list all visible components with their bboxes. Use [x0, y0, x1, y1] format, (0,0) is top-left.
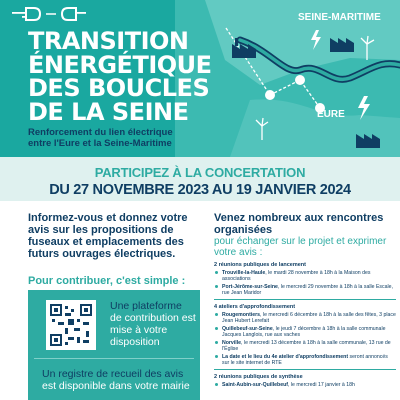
meeting-item	[214, 340, 396, 352]
qr-code[interactable]	[46, 300, 96, 350]
qr-code-icon	[50, 304, 92, 346]
contribution-card	[28, 290, 200, 400]
header-banner	[0, 0, 400, 157]
section-divider	[214, 299, 396, 300]
plug-icon	[12, 4, 86, 24]
title-line: DE LA SEINE	[28, 97, 189, 126]
region-label-eure: EURE	[317, 109, 345, 120]
concertation-call: PARTICIPEZ À LA CONCERTATION	[94, 165, 306, 180]
meeting-item	[214, 312, 396, 324]
meeting-item	[214, 270, 396, 282]
section-heading: 2 réunions publiques de lancement	[214, 262, 306, 268]
concertation-dates: DU 27 NOVEMBRE 2023 AU 19 JANVIER 2024	[49, 182, 351, 198]
bullet-icon	[215, 355, 218, 358]
bullet-icon	[215, 327, 218, 330]
registry-lead: Un registre de recueil des avis	[42, 368, 184, 380]
title-line: DES BOUCLES	[28, 74, 210, 102]
meeting-item	[214, 284, 396, 296]
bullet-icon	[215, 383, 218, 386]
bullet-icon	[215, 285, 218, 288]
platform-text	[110, 300, 196, 348]
section-heading: 4 ateliers d'approfondissement	[214, 304, 296, 310]
meeting-place: Saint-Aubin-sur-Quillebeuf	[222, 382, 288, 388]
platform-rest: de contribution est mise à votre disposition	[110, 312, 196, 348]
meeting-details: , le jeudi 7 décembre à 18h à la salle communale Jacques Langlois, rue aux vaches	[222, 326, 386, 338]
meetings-column	[214, 212, 396, 388]
meetings-subtitle: pour échanger sur le projet et exprimer votre avis :	[214, 236, 387, 258]
howto-heading: Pour contribuer, c'est simple :	[28, 275, 186, 287]
meeting-place: Norville	[222, 340, 242, 346]
bullet-icon	[215, 341, 218, 344]
network-node-icon	[265, 90, 275, 100]
meeting-place: Port-Jérôme-sur-Seine	[222, 284, 278, 290]
meeting-details: , le mercredi 29 novembre à 18h à la salle Escale, rue Jean Maridor	[222, 284, 393, 296]
registry-text	[42, 368, 192, 392]
section-heading: 2 réunions publiques de synthèse	[214, 374, 303, 380]
bullet-icon	[215, 271, 218, 274]
meeting-place: Rougemontiers	[222, 312, 261, 318]
meeting-item	[214, 354, 396, 366]
card-divider	[34, 358, 194, 359]
subtitle-line: entre l'Eure et la Seine-Maritime	[28, 138, 172, 149]
meeting-place: Trouville-la-Haule	[222, 270, 266, 276]
title-line: ÉNERGÉTIQUE	[28, 50, 212, 79]
meeting-details: , le mercredi 6 décembre à 18h à la salle des fêtes, 3 place Jean Hubert Lerefait	[222, 312, 396, 324]
concertation-band	[0, 157, 400, 201]
section-divider	[214, 369, 396, 370]
meeting-details: seront annoncés sur le site internet de RTE	[222, 354, 388, 366]
region-label-seine-maritime: SEINE-MARITIME	[298, 12, 381, 23]
meeting-details: , le mardi 28 novembre à 18h à la Maison des associations	[222, 270, 371, 282]
subtitle-line: Renforcement du lien électrique	[28, 127, 173, 138]
title-line: TRANSITION	[28, 27, 189, 55]
project-subtitle	[28, 127, 268, 149]
platform-lead: Une plateforme	[110, 300, 182, 312]
meeting-item	[214, 326, 396, 338]
meetings-title: Venez nombreux aux rencontres organisées	[214, 212, 384, 236]
meeting-details: , le mercredi 13 décembre à 18h à la salle communale, 13 rue de l'Église	[222, 340, 391, 352]
bullet-icon	[215, 313, 218, 316]
meeting-details: , le mercredi 17 janvier à 18h	[288, 382, 355, 388]
intro-text: Informez-vous et donnez votre avis sur les propositions de fuseaux et emplacements des futurs ouvrages électriques.	[28, 212, 188, 260]
meeting-item	[214, 382, 396, 388]
meeting-place: Quillebeuf-sur-Seine	[222, 326, 273, 332]
page-title	[28, 27, 212, 126]
network-node-icon	[295, 75, 305, 85]
registry-rest: est disponible dans votre mairie	[42, 380, 190, 392]
meeting-place: La date et le lieu du 4e atelier d'approfondissement	[222, 354, 349, 360]
